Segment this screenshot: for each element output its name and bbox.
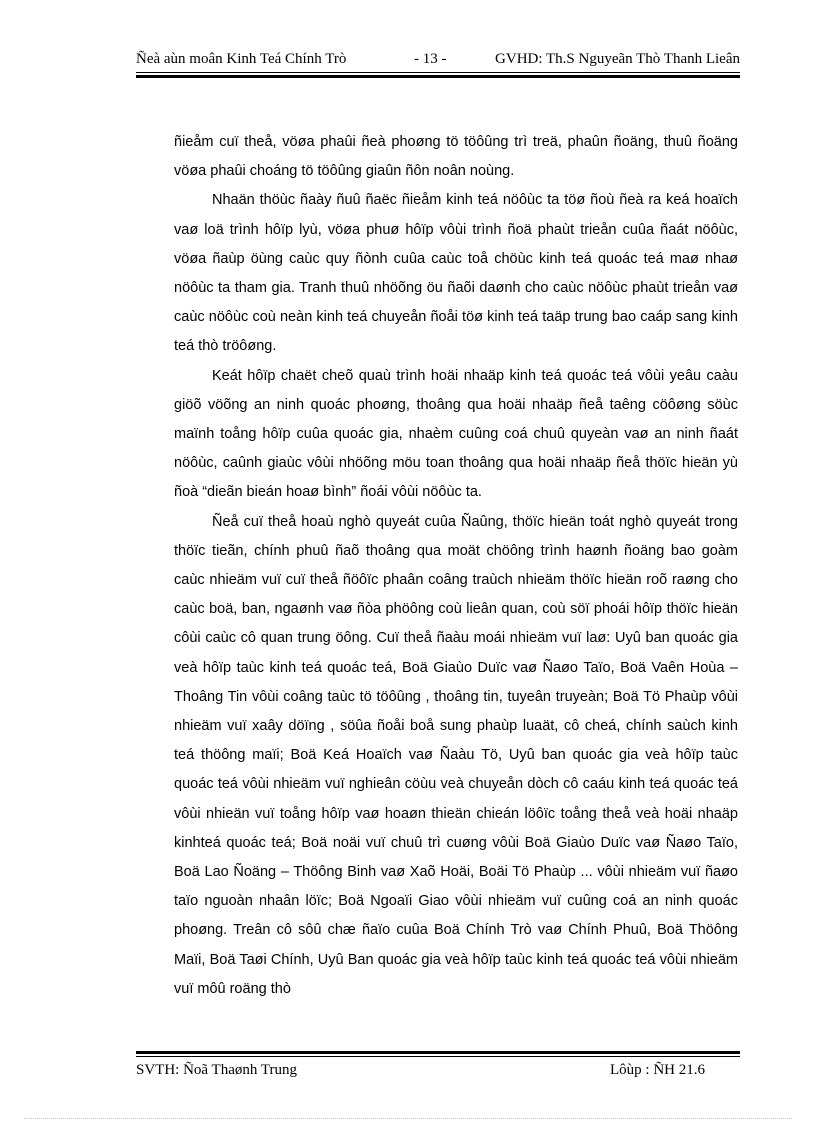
header-page-number: - 13 -	[414, 51, 447, 67]
header-rule-thick	[136, 75, 740, 78]
header-advisor: GVHD: Th.S Nguyeãn Thò Thanh Lieân	[495, 51, 740, 67]
page-edge	[24, 1118, 792, 1119]
header-course-title: Ñeà aùn moân Kinh Teá Chính Trò	[136, 51, 347, 67]
header-rule-thin	[136, 72, 740, 73]
paragraph-1: ñieåm cuï theå, vöøa phaûi ñeà phoøng tö töôûng trì treä, phaûn ñoäng, thuû ñoäng vöøa phaûi choáng tö töôûng giaûn ñôn noân noùng.	[174, 134, 738, 180]
footer-rule-thick	[136, 1051, 740, 1054]
footer-class: Lôùp : ÑH 21.6	[610, 1062, 705, 1078]
main-text	[174, 128, 738, 1004]
paragraph-2: Nhaän thöùc ñaày ñuû ñaëc ñieåm kinh teá nöôùc ta töø ñoù ñeà ra keá hoaïch vaø loä trình hôïp lyù, vöøa phuø hôïp vôùi trình ñoä phaùt trieån cuûa ñaát nöôùc, vöøa ñaùp öùng caùc quy ñònh cuûa caùc toå chöùc kinh teá quoác teá maø nhaø nöôùc ta tham gia. Tranh thuû nhöõng öu ñaõi daønh cho caùc nöôùc phaùt trieån vaø caùc nöôùc coù neàn kinh teá chuyeån ñoåi töø kinh teá taäp trung bao caáp sang kinh teá thò tröôøng.	[174, 192, 738, 355]
footer-student: SVTH: Ñoã Thaønh Trung	[136, 1062, 297, 1078]
paragraph-3: Keát hôïp chaët cheõ quaù trình hoäi nhaäp kinh teá quoác teá vôùi yeâu caàu giöõ vöõng an ninh quoác phoøng, thoâng qua hoäi nhaäp ñeå taêng cöôøng söùc maïnh toång hôïp cuûa quoác gia, nhaèm cuûng coá chuû quyeàn vaø an ninh ñaát nöôùc, caûnh giaùc vôùi nhöõng möu toan thoâng qua hoäi nhaäp ñeå thöïc hieän yù ñoà “dieãn bieán hoaø bình” ñoái vôùi nöôùc ta.	[174, 367, 738, 501]
footer-rule-thin	[136, 1056, 740, 1057]
paragraph-4: Ñeå cuï theå hoaù nghò quyeát cuûa Ñaûng, thöïc hieän toát nghò quyeát trong thöïc tieãn, chính phuû ñaõ thoâng qua moät chöông trình haønh ñoäng bao goàm caùc nhieäm vuï cuï theå ñöôïc phaân coâng traùch nhieäm thöïc hieän roõ raøng cho caùc boä, ban, ngaønh vaø ñòa phöông coù lieân quan, coù söï phoái hôïp thöïc hieän côùi caùc cô quan trung öông. Cuï theå ñaàu moái nhieäm vuï laø: Uyû ban quoác gia veà hôïp taùc kinh teá quoác teá, Boä Giaùo Duïc vaø Ñaøo Taïo, Boä Vaên Hoùa – Thoâng Tin vôùi coâng taùc tö töôûng , thoâng tin, tuyeân truyeàn; Boä Tö Phaùp vôùi nhieäm vuï xaây döïng , söûa ñoåi boå sung phaùp luaät, cô cheá, chính saùch kinh teá thöông maïi; Boä Keá Hoaïch vaø Ñaàu Tö, Uyû ban quoác gia veà hôïp taùc quoác teá vôùi nhieäm vuï nghieân cöùu veà chuyeån dòch cô caáu kinh teá quoác teá vôùi nhieän vuï toång hôïp vaø hoaøn thieän chieán löôïc toång theå veà hoäi nhaäp kinhteá quoác teá; Boä noäi vuï chuû trì cuøng vôùi Boä Giaùo Duïc vaø Ñaøo Taïo, Boä Lao Ñoäng – Thöông Binh vaø Xaõ Hoäi, Boäi Tö Phaùp ... vôùi nhieäm vuï ñaøo taïo nguoàn nhaân löïc; Boä Ngoaïi Giao vôùi nhieäm vuï cuûng coá an ninh quoác phoøng. Treân cô sôû chæ ñaïo cuûa Boä Chính Trò vaø Chính Phuû, Boä Thöông Maïi, Boä Taøi Chính, Uyû Ban quoác gia veà hôïp taùc kinh teá quoác teá vôùi nhieäm vuï môû roäng thò	[174, 513, 738, 997]
